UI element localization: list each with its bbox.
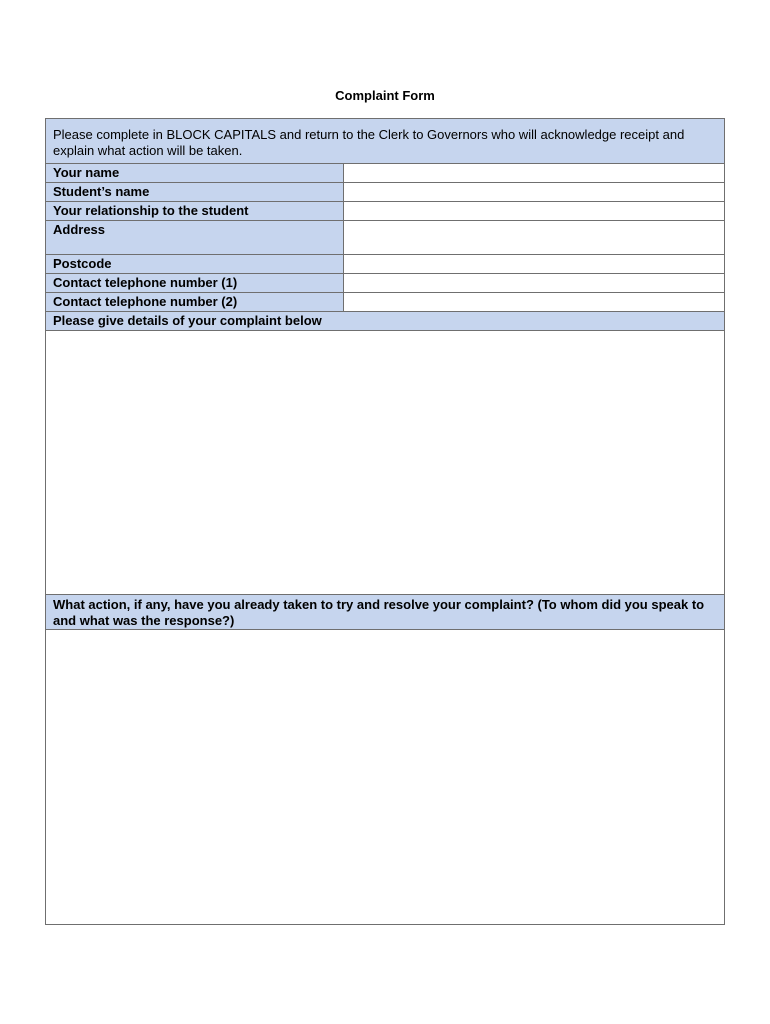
- relationship-row: [46, 202, 724, 221]
- phone-2-row: [46, 293, 724, 312]
- phone-2-field[interactable]: [344, 293, 724, 311]
- phone-1-field[interactable]: [344, 274, 724, 292]
- details-textarea[interactable]: [46, 331, 724, 595]
- student-name-field[interactable]: [344, 183, 724, 201]
- your-name-label: Your name: [46, 164, 344, 182]
- your-name-row: [46, 164, 724, 183]
- phone-1-row: [46, 274, 724, 293]
- details-heading: Please give details of your complaint below: [46, 312, 724, 331]
- relationship-field[interactable]: [344, 202, 724, 220]
- postcode-label: Postcode: [46, 255, 344, 273]
- student-name-label: Student’s name: [46, 183, 344, 201]
- postcode-row: [46, 255, 724, 274]
- action-textarea[interactable]: [46, 630, 724, 924]
- postcode-field[interactable]: [344, 255, 724, 273]
- address-field[interactable]: [344, 221, 724, 254]
- instructions-text: Please complete in BLOCK CAPITALS and return to the Clerk to Governors who will acknowledge receipt and explain what action will be taken.: [46, 119, 724, 164]
- address-label: Address: [46, 221, 344, 254]
- student-name-row: [46, 183, 724, 202]
- your-name-field[interactable]: [344, 164, 724, 182]
- phone-2-label: Contact telephone number (2): [46, 293, 344, 311]
- address-row: [46, 221, 724, 255]
- complaint-form-table: [45, 118, 725, 925]
- action-heading: What action, if any, have you already taken to try and resolve your complaint? (To whom did you speak to and what was the response?): [46, 595, 724, 630]
- page-title: Complaint Form: [335, 88, 435, 103]
- relationship-label: Your relationship to the student: [46, 202, 344, 220]
- phone-1-label: Contact telephone number (1): [46, 274, 344, 292]
